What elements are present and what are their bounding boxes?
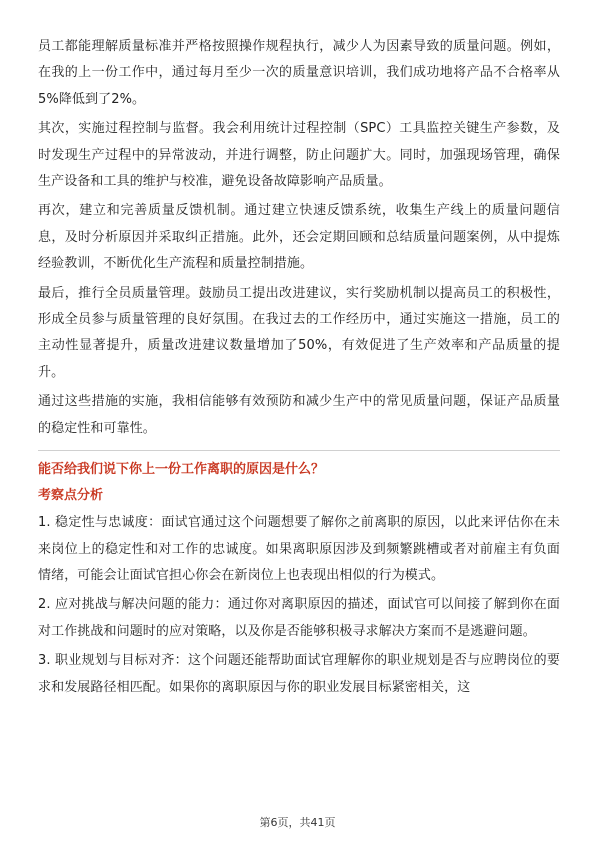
paragraph-conclusion: 通过这些措施的实施，我相信能够有效预防和减少生产中的常见质量问题，保证产品质量的稳定性和可靠性。 [38,394,560,436]
point-career-planning: 3. 职业规划与目标对齐：这个问题还能帮助面试官理解你的职业规划是否与应聘岗位的要求和发展路径相匹配。如果你的离职原因与你的职业发展目标紧密相关，这 [38,653,560,695]
paragraph-process-control: 其次，实施过程控制与监督。我会利用统计过程控制（SPC）工具监控关键生产参数，及时发现生产过程中的异常波动，并进行调整，防止问题扩大。同时，加强现场管理，确保生产设备和工具的维护与校准，避免设备故障影响产品质量。 [38,121,560,190]
page-content [38,34,560,704]
paragraph-feedback: 再次，建立和完善质量反馈机制。通过建立快速反馈系统，收集生产线上的质量问题信息，及时分析原因并采取纠正措施。此外，还会定期回顾和总结质量问题案例，从中提炼经验教训，不断优化生产流程和质量控制措施。 [38,203,560,272]
section-divider [38,450,560,451]
page-number-footer: 第6页，共41页 [259,816,336,829]
paragraph-total-quality: 最后，推行全员质量管理。鼓励员工提出改进建议，实行奖励机制以提高员工的积极性，形成全员参与质量管理的良好氛围。在我过去的工作经历中，通过实施这一措施，员工的主动性显著提升，质量改进建议数量增加了50%，有效促进了生产效率和产品质量的提升。 [38,285,560,380]
paragraph-training: 员工都能理解质量标准并严格按照操作规程执行，减少人为因素导致的质量问题。例如，在我的上一份工作中，通过每月至少一次的质量意识培训，我们成功地将产品不合格率从5%降低到了2%。 [38,39,560,107]
point-stability: 1. 稳定性与忠诚度：面试官通过这个问题想要了解你之前离职的原因，以此来评估你在未来岗位上的稳定性和对工作的忠诚度。如果离职原因涉及到频繁跳槽或者对前雇主有负面情绪，可能会让面试官担心你会在新岗位上也表现出相似的行为模式。 [38,515,560,583]
point-problem-solving: 2. 应对挑战与解决问题的能力：通过你对离职原因的描述，面试官可以间接了解到你在面对工作挑战和问题时的应对策略，以及你是否能够积极寻求解决方案而不是逃避问题。 [38,597,560,639]
analysis-heading: 考察点分析 [38,488,104,504]
question-heading: 能否给我们说下你上一份工作离职的原因是什么？ [38,462,325,478]
